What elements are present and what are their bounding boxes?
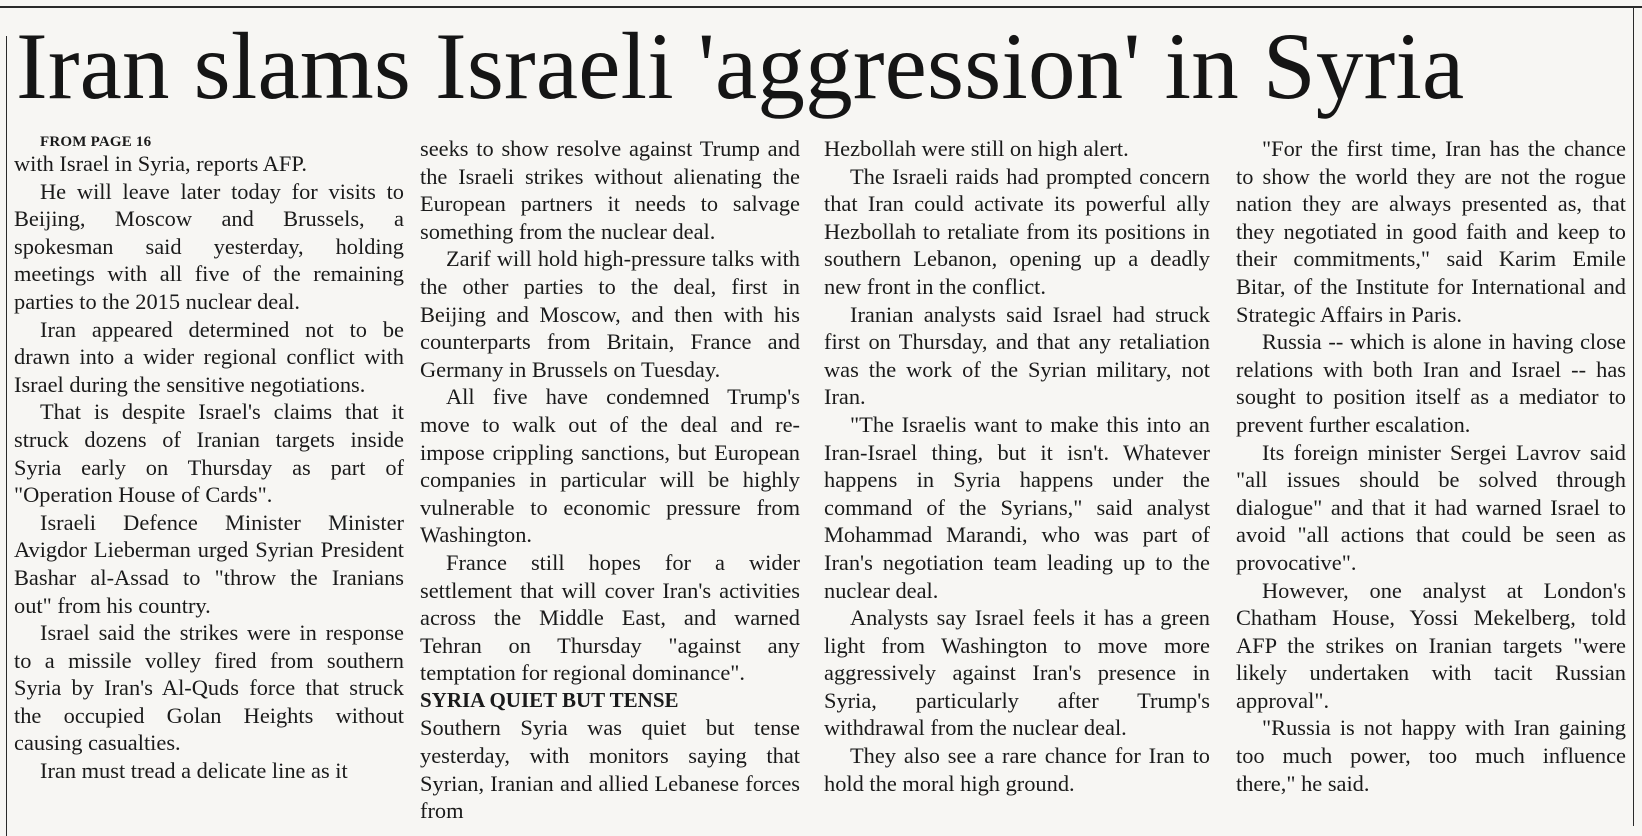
paragraph: Analysts say Israel feels it has a green light from Washington to move more aggressively against Iran's presence in Syria, particularly after Trump's withdrawal from the nuclear deal.: [824, 605, 1210, 741]
paragraph: "Russia is not happy with Iran gaining too much power, too much influence there," he said.: [1236, 715, 1626, 796]
paragraph: "The Israelis want to make this into an Iran-Israel thing, but it isn't. Whatever happens in Syria happens under the command of the Syrians," said analyst Mohammad Marandi, who was part of Iran's negotiation team leading up to the nuclear deal.: [824, 411, 1210, 603]
continued-from-kicker: FROM PAGE 16: [40, 134, 152, 150]
paragraph: However, one analyst at London's Chatham House, Yossi Mekelberg, told AFP the strikes on Iranian targets "were likely undertaken with tacit Russian approval".: [1236, 577, 1626, 713]
section-subhead: SYRIA QUIET BUT TENSE: [420, 687, 679, 712]
paragraph: All five have condemned Trump's move to walk out of the deal and re-impose crippling sanctions, but European companies in particular will be highly vulnerable to economic pressure from Washington.: [420, 384, 800, 548]
right-rule: [1633, 6, 1634, 826]
paragraph: The Israeli raids had prompted concern that Iran could activate its powerful ally Hezbollah to retaliate from its positions in southern Lebanon, opening up a deadly new front in the conflict.: [824, 163, 1210, 299]
paragraph: Israeli Defence Minister Minister Avigdor Lieberman urged Syrian President Bashar al-Assad to "throw the Iranians out" from his country.: [14, 509, 404, 618]
left-rule: [6, 36, 7, 836]
paragraph: He will leave later today for visits to Beijing, Moscow and Brussels, a spokesman said yesterday, holding meetings with all five of the remaining parties to the 2015 nuclear deal.: [14, 178, 404, 314]
paragraph: Hezbollah were still on high alert.: [824, 136, 1129, 161]
paragraph: Russia -- which is alone in having close relations with both Iran and Israel -- has sought to position itself as a mediator to prevent further escalation.: [1236, 329, 1626, 437]
article-column-1: [14, 135, 404, 785]
paragraph: Southern Syria was quiet but tense yesterday, with monitors saying that Syrian, Iranian and allied Lebanese forces from: [420, 715, 800, 824]
paragraph: That is despite Israel's claims that it struck dozens of Iranian targets inside Syria early on Thursday as part of "Operation House of Cards".: [14, 399, 404, 508]
paragraph: Israel said the strikes were in response to a missile volley fired from southern Syria by Iran's Al-Quds force that struck the occupied Golan Heights without causing casualties.: [14, 620, 404, 756]
paragraph: France still hopes for a wider settlement that will cover Iran's activities across the Middle East, and warned Tehran on Thursday "against any temptation for regional dominance".: [420, 549, 800, 686]
article-column-4: [1236, 135, 1626, 797]
paragraph: Iran must tread a delicate line as it: [40, 758, 348, 784]
paragraph: "For the first time, Iran has the chance to show the world they are not the rogue nation they are always presented as, that they negotiated in good faith and keep to their commitments," said Karim Emile Bitar, of the Institute for International and Strategic Affairs in Paris.: [1236, 136, 1626, 327]
paragraph: Iranian analysts said Israel had struck first on Thursday, and that any retaliation was the work of the Syrian military, not Iran.: [824, 301, 1210, 410]
paragraph: Its foreign minister Sergei Lavrov said "all issues should be solved through dialogue" and that it had warned Israel to avoid "all actions that could be seen as provocative".: [1236, 439, 1626, 575]
paragraph: with Israel in Syria, reports AFP.: [14, 151, 307, 176]
paragraph: Iran appeared determined not to be drawn into a wider regional conflict with Israel during the sensitive negotiations.: [14, 316, 404, 397]
paragraph: seeks to show resolve against Trump and the Israeli strikes without alienating the European partners it needs to salvage something from the nuclear deal.: [420, 136, 800, 244]
article-column-2: [420, 135, 800, 825]
article-column-3: [824, 135, 1210, 797]
paragraph: They also see a rare chance for Iran to hold the moral high ground.: [824, 743, 1210, 796]
headline: Iran slams Israeli 'aggression' in Syria: [16, 13, 1465, 119]
paragraph: Zarif will hold high-pressure talks with the other parties to the deal, first in Beijing and Moscow, and then with his counterparts from Britain, France and Germany in Brussels on Tuesday.: [420, 246, 800, 382]
top-rule: [0, 6, 1642, 8]
